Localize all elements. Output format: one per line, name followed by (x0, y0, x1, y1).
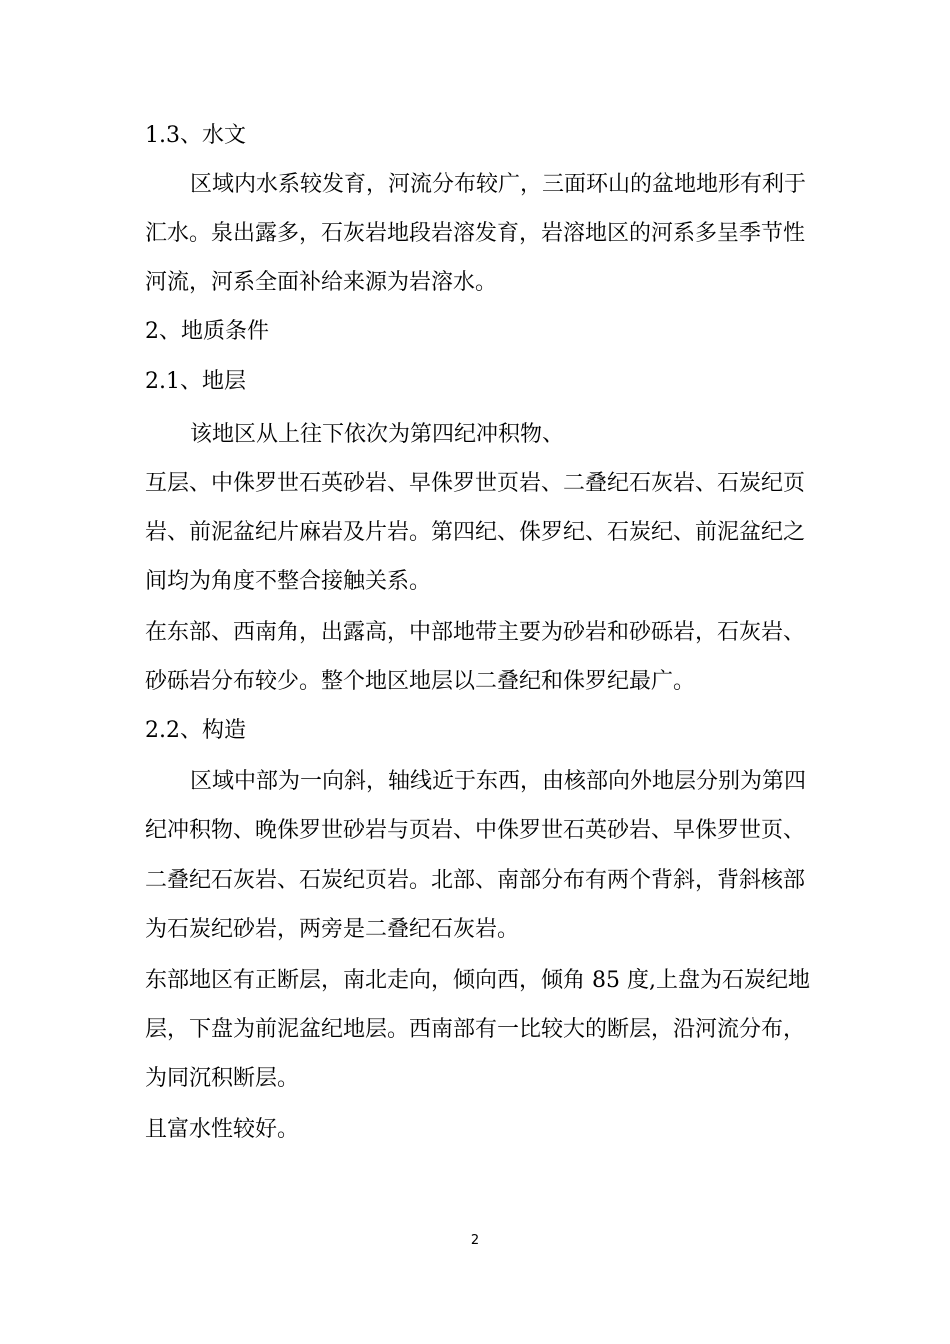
section-heading-2-2: 2.2、构造 (145, 718, 246, 743)
paragraph-line: 岩、前泥盆纪片麻岩及片岩。第四纪、侏罗纪、石炭纪、前泥盆纪之 (145, 520, 806, 545)
paragraph-line: 且富水性较好。 (145, 1117, 300, 1142)
paragraph-line: 为同沉积断层。 (145, 1066, 300, 1091)
paragraph-line: 该地区从上往下依次为第四纪冲积物、 (190, 422, 565, 447)
paragraph-line: 互层、中侏罗世石英砂岩、早侏罗世页岩、二叠纪石灰岩、石炭纪页 (145, 471, 806, 496)
paragraph-line: 在东部、西南角，出露高，中部地带主要为砂岩和砂砾岩，石灰岩、 (145, 620, 806, 645)
paragraph-line: 东部地区有正断层，南北走向，倾向西，倾角 85 度,上盘为石炭纪地 (145, 968, 810, 993)
section-heading-2: 2、地质条件 (145, 319, 269, 344)
paragraph-line: 砂砾岩分布较少。整个地区地层以二叠纪和侏罗纪最广。 (145, 669, 696, 694)
section-heading-1-3: 1.3、水文 (145, 123, 246, 148)
paragraph-line: 区域内水系较发育，河流分布较广，三面环山的盆地地形有利于 (190, 172, 807, 197)
paragraph-line: 层，下盘为前泥盆纪地层。西南部有一比较大的断层，沿河流分布， (145, 1017, 806, 1042)
paragraph-line: 为石炭纪砂岩，两旁是二叠纪石灰岩。 (145, 917, 520, 942)
paragraph-line: 纪冲积物、晚侏罗世砂岩与页岩、中侏罗世石英砂岩、早侏罗世页、 (145, 818, 806, 843)
paragraph-line: 二叠纪石灰岩、石炭纪页岩。北部、南部分布有两个背斜，背斜核部 (145, 868, 806, 893)
paragraph-line: 间均为角度不整合接触关系。 (145, 569, 432, 594)
paragraph-line: 汇水。泉出露多，石灰岩地段岩溶发育，岩溶地区的河系多呈季节性 (145, 221, 806, 246)
paragraph-line: 河流，河系全面补给来源为岩溶水。 (145, 270, 498, 295)
paragraph-line: 区域中部为一向斜，轴线近于东西，由核部向外地层分别为第四 (190, 769, 807, 794)
section-heading-2-1: 2.1、地层 (145, 369, 246, 394)
page-number: 2 (470, 1233, 480, 1248)
